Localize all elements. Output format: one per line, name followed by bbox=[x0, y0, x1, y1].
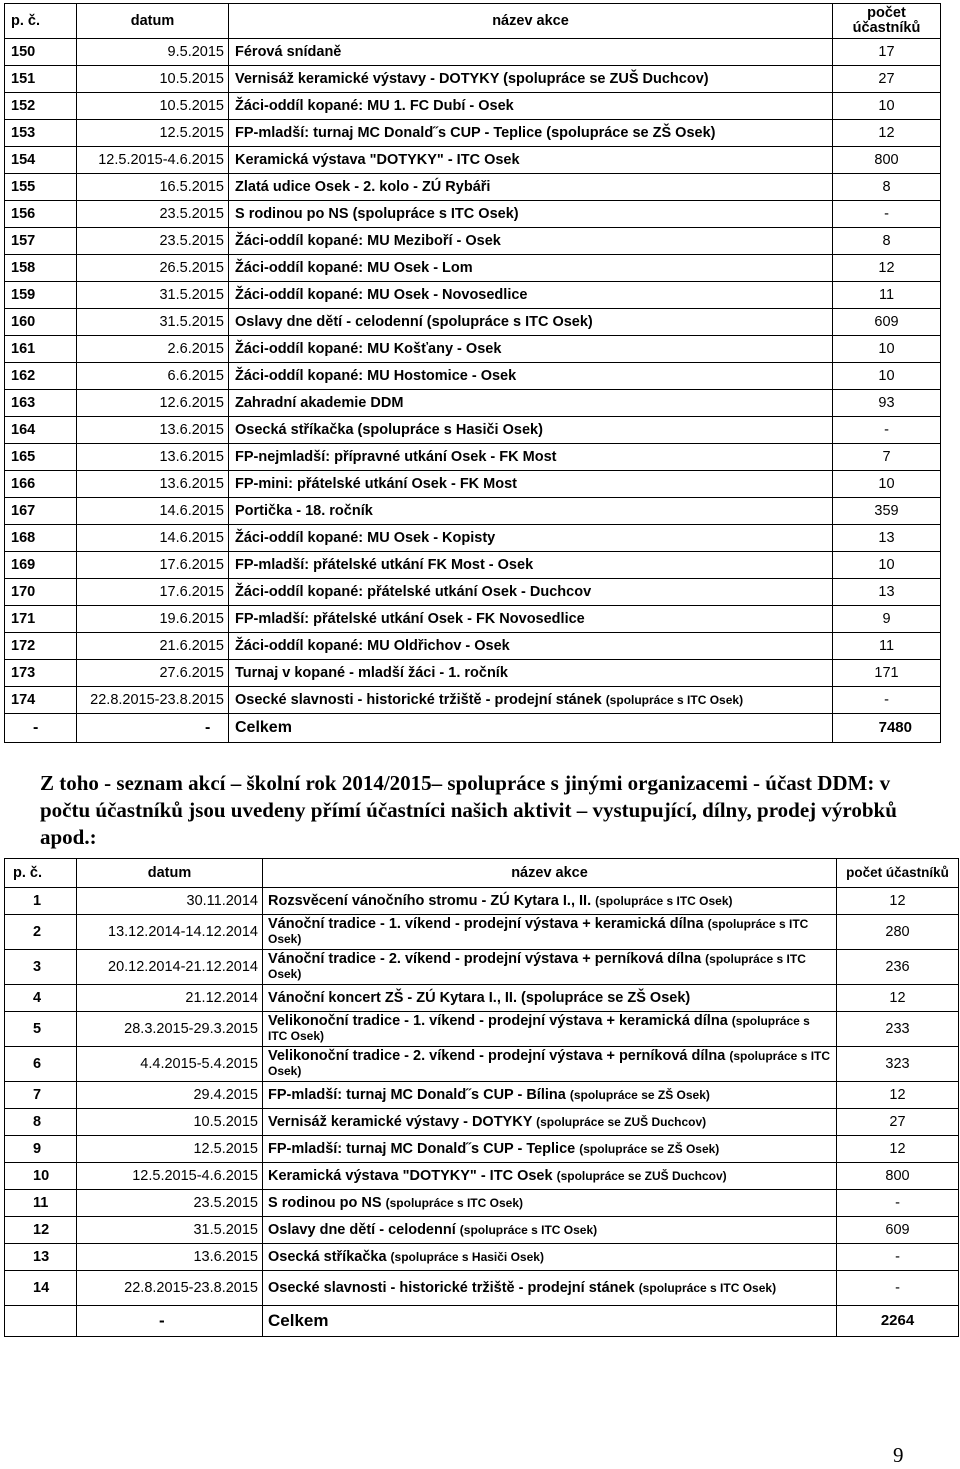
row-number: 163 bbox=[5, 390, 77, 417]
row-count: 800 bbox=[833, 147, 941, 174]
row-name bbox=[229, 552, 833, 579]
table-row bbox=[5, 633, 941, 660]
row-number: 11 bbox=[5, 1190, 77, 1217]
row-name bbox=[229, 93, 833, 120]
row-name bbox=[263, 1244, 837, 1271]
row-name bbox=[263, 985, 837, 1012]
row-date: 13.6.2015 bbox=[77, 471, 229, 498]
row-number: 161 bbox=[5, 336, 77, 363]
row-date: 29.4.2015 bbox=[77, 1082, 263, 1109]
row-number: 172 bbox=[5, 633, 77, 660]
table-row bbox=[5, 985, 959, 1012]
row-count: 12 bbox=[837, 985, 959, 1012]
row-date: 12.5.2015-4.6.2015 bbox=[77, 147, 229, 174]
total-row bbox=[5, 1306, 959, 1337]
row-name-text: Osecká stříkačka bbox=[268, 1249, 387, 1265]
row-date: 14.6.2015 bbox=[77, 525, 229, 552]
row-number: 2 bbox=[5, 915, 77, 950]
table-header-row bbox=[5, 859, 959, 888]
table-row bbox=[5, 498, 941, 525]
table-row bbox=[5, 1136, 959, 1163]
row-name-text: Turnaj v kopané - mladší žáci - 1. ročník bbox=[235, 665, 508, 681]
row-date: 22.8.2015-23.8.2015 bbox=[77, 687, 229, 714]
row-date: 31.5.2015 bbox=[77, 309, 229, 336]
table-row bbox=[5, 552, 941, 579]
row-number: 158 bbox=[5, 255, 77, 282]
row-name-text: FP-mladší: přátelské utkání FK Most - Osek bbox=[235, 557, 534, 573]
row-name bbox=[229, 687, 833, 714]
row-name bbox=[229, 282, 833, 309]
row-number: 152 bbox=[5, 93, 77, 120]
row-count: 12 bbox=[833, 255, 941, 282]
row-date: 19.6.2015 bbox=[77, 606, 229, 633]
total-number: - bbox=[5, 714, 77, 743]
table-row bbox=[5, 915, 959, 950]
row-name-text: Zlatá udice Osek - 2. kolo - ZÚ Rybáři bbox=[235, 179, 491, 195]
row-number: 151 bbox=[5, 66, 77, 93]
row-count: - bbox=[837, 1271, 959, 1306]
row-name bbox=[229, 498, 833, 525]
table-row bbox=[5, 660, 941, 687]
header-count-line2: účastníků bbox=[852, 20, 921, 36]
row-date: 16.5.2015 bbox=[77, 174, 229, 201]
row-name-text: Vernisáž keramické výstavy - DOTYKY bbox=[268, 1114, 533, 1130]
row-name-text: Žáci-oddíl kopané: MU Oldřichov - Osek bbox=[235, 638, 510, 654]
row-number: 159 bbox=[5, 282, 77, 309]
header-count: počet účastníků bbox=[837, 859, 959, 888]
row-number: 164 bbox=[5, 417, 77, 444]
row-note: (spolupráce s Hasiči Osek) bbox=[390, 1250, 544, 1264]
table-row bbox=[5, 471, 941, 498]
total-row bbox=[5, 714, 941, 743]
row-number: 156 bbox=[5, 201, 77, 228]
row-name-text: Vánoční tradice - 2. víkend - prodejní výstava + perníková dílna bbox=[268, 951, 702, 967]
row-count: 10 bbox=[833, 552, 941, 579]
row-date: 12.6.2015 bbox=[77, 390, 229, 417]
row-date: 6.6.2015 bbox=[77, 363, 229, 390]
row-date: 9.5.2015 bbox=[77, 39, 229, 66]
row-name bbox=[263, 1047, 837, 1082]
row-count: 17 bbox=[833, 39, 941, 66]
row-number: 155 bbox=[5, 174, 77, 201]
row-name-text: Oslavy dne dětí - celodenní bbox=[268, 1222, 456, 1238]
row-count: 10 bbox=[833, 471, 941, 498]
page-number: 9 bbox=[893, 1443, 904, 1467]
table-row bbox=[5, 201, 941, 228]
header-name: název akce bbox=[263, 859, 837, 888]
table-row bbox=[5, 1271, 959, 1306]
row-count: 800 bbox=[837, 1163, 959, 1190]
row-count: 233 bbox=[837, 1012, 959, 1047]
row-name bbox=[263, 1012, 837, 1047]
table-row bbox=[5, 1109, 959, 1136]
row-name-text: Žáci-oddíl kopané: MU Meziboří - Osek bbox=[235, 233, 501, 249]
row-name-text: FP-mladší: turnaj MC Donald˝s CUP - Teplice bbox=[268, 1141, 576, 1157]
row-name-text: Žáci-oddíl kopané: MU 1. FC Dubí - Osek bbox=[235, 98, 514, 114]
row-date: 10.5.2015 bbox=[77, 93, 229, 120]
row-name bbox=[263, 915, 837, 950]
row-date: 31.5.2015 bbox=[77, 282, 229, 309]
row-count: 12 bbox=[837, 1136, 959, 1163]
row-name bbox=[263, 1271, 837, 1306]
row-name bbox=[229, 633, 833, 660]
row-name bbox=[229, 444, 833, 471]
row-note: (spolupráce s ITC Osek) bbox=[605, 693, 744, 707]
row-count: 8 bbox=[833, 174, 941, 201]
row-number: 1 bbox=[5, 888, 77, 915]
row-name bbox=[229, 201, 833, 228]
table-row bbox=[5, 1244, 959, 1271]
row-date: 17.6.2015 bbox=[77, 579, 229, 606]
row-date: 10.5.2015 bbox=[77, 66, 229, 93]
table-row bbox=[5, 579, 941, 606]
row-name-text: Keramická výstava "DOTYKY" - ITC Osek bbox=[235, 152, 520, 168]
row-number: 150 bbox=[5, 39, 77, 66]
row-note: (spolupráce s ITC Osek) bbox=[638, 1280, 777, 1295]
table-row bbox=[5, 336, 941, 363]
row-count: 323 bbox=[837, 1047, 959, 1082]
row-name bbox=[229, 525, 833, 552]
row-note: (spolupráce s ITC Osek) bbox=[268, 952, 806, 981]
row-count: 27 bbox=[833, 66, 941, 93]
row-name bbox=[263, 1163, 837, 1190]
row-count: 12 bbox=[833, 120, 941, 147]
table-row bbox=[5, 1163, 959, 1190]
total-count: 7480 bbox=[833, 714, 941, 743]
row-name bbox=[229, 417, 833, 444]
table-row bbox=[5, 66, 941, 93]
table-row bbox=[5, 309, 941, 336]
row-name bbox=[263, 1217, 837, 1244]
table-row bbox=[5, 93, 941, 120]
row-note: (spolupráce se ZUŠ Duchcov) bbox=[556, 1169, 727, 1183]
row-name-text: Žáci-oddíl kopané: MU Osek - Lom bbox=[235, 260, 473, 276]
row-date: 12.5.2015 bbox=[77, 1136, 263, 1163]
row-name bbox=[229, 255, 833, 282]
header-count bbox=[833, 4, 941, 39]
row-date: 12.5.2015 bbox=[77, 120, 229, 147]
row-name bbox=[229, 39, 833, 66]
row-date: 12.5.2015-4.6.2015 bbox=[77, 1163, 263, 1190]
table-row bbox=[5, 1190, 959, 1217]
row-name bbox=[229, 228, 833, 255]
row-count: 8 bbox=[833, 228, 941, 255]
header-number: p. č. bbox=[5, 4, 77, 39]
row-name-text: Velikonoční tradice - 1. víkend - prodejní výstava + keramická dílna bbox=[268, 1013, 728, 1029]
total-date: - bbox=[77, 1306, 263, 1337]
row-date: 31.5.2015 bbox=[77, 1217, 263, 1244]
row-count: 280 bbox=[837, 915, 959, 950]
row-name-text: Žáci-oddíl kopané: MU Osek - Novosedlice bbox=[235, 287, 528, 303]
table-row bbox=[5, 120, 941, 147]
table-row bbox=[5, 1217, 959, 1244]
row-name bbox=[229, 363, 833, 390]
row-number: 174 bbox=[5, 687, 77, 714]
row-count: 11 bbox=[833, 282, 941, 309]
row-name-text: Žáci-oddíl kopané: přátelské utkání Osek - Duchcov bbox=[235, 584, 592, 600]
table-row bbox=[5, 147, 941, 174]
row-name-text: Oslavy dne dětí - celodenní (spolupráce s ITC Osek) bbox=[235, 314, 593, 330]
row-date: 13.6.2015 bbox=[77, 417, 229, 444]
row-name bbox=[229, 147, 833, 174]
row-note: (spolupráce se ZŠ Osek) bbox=[579, 1142, 720, 1156]
table-row bbox=[5, 390, 941, 417]
header-count-line1: počet bbox=[867, 5, 906, 21]
row-number: 13 bbox=[5, 1244, 77, 1271]
header-name: název akce bbox=[229, 4, 833, 39]
row-count: 10 bbox=[833, 363, 941, 390]
row-number: 6 bbox=[5, 1047, 77, 1082]
row-note: (spolupráce se ZŠ Osek) bbox=[569, 1088, 710, 1102]
table-row bbox=[5, 606, 941, 633]
row-number: 168 bbox=[5, 525, 77, 552]
row-date: 17.6.2015 bbox=[77, 552, 229, 579]
row-count: - bbox=[837, 1190, 959, 1217]
row-count: 236 bbox=[837, 950, 959, 985]
row-name bbox=[263, 1109, 837, 1136]
row-number: 169 bbox=[5, 552, 77, 579]
row-number: 170 bbox=[5, 579, 77, 606]
table-header-row bbox=[5, 4, 941, 39]
row-count: - bbox=[833, 417, 941, 444]
row-name bbox=[229, 336, 833, 363]
table-row bbox=[5, 444, 941, 471]
row-note: (spolupráce s ITC Osek) bbox=[385, 1196, 523, 1210]
row-count: 12 bbox=[837, 888, 959, 915]
table-row bbox=[5, 363, 941, 390]
row-name-text: FP-mladší: turnaj MC Donald˝s CUP - Teplice (spolupráce se ZŠ Osek) bbox=[235, 125, 716, 141]
row-date: 14.6.2015 bbox=[77, 498, 229, 525]
row-name-text: Férová snídaně bbox=[235, 44, 342, 60]
row-count: 27 bbox=[837, 1109, 959, 1136]
row-number: 7 bbox=[5, 1082, 77, 1109]
row-name-text: Vánoční tradice - 1. víkend - prodejní výstava + keramická dílna bbox=[268, 916, 704, 932]
table-row bbox=[5, 174, 941, 201]
row-name bbox=[263, 950, 837, 985]
row-name bbox=[263, 888, 837, 915]
row-count: 13 bbox=[833, 579, 941, 606]
row-name bbox=[229, 606, 833, 633]
row-count: - bbox=[837, 1244, 959, 1271]
cooperation-events-table bbox=[4, 858, 959, 1337]
row-name-text: Zahradní akademie DDM bbox=[235, 395, 404, 411]
row-number: 8 bbox=[5, 1109, 77, 1136]
row-note: (spolupráce se ZUŠ Duchcov) bbox=[536, 1115, 707, 1129]
table-row bbox=[5, 525, 941, 552]
row-number: 157 bbox=[5, 228, 77, 255]
row-date: 13.6.2015 bbox=[77, 1244, 263, 1271]
row-count: 11 bbox=[833, 633, 941, 660]
table-row bbox=[5, 39, 941, 66]
total-count: 2264 bbox=[837, 1306, 959, 1337]
row-name-text: Vánoční koncert ZŠ - ZÚ Kytara I., II. (spolupráce se ZŠ Osek) bbox=[268, 990, 691, 1006]
row-date: 21.6.2015 bbox=[77, 633, 229, 660]
table-row bbox=[5, 888, 959, 915]
row-number: 162 bbox=[5, 363, 77, 390]
table-row bbox=[5, 950, 959, 985]
row-name-text: Žáci-oddíl kopané: MU Hostomice - Osek bbox=[235, 368, 517, 384]
row-count: 13 bbox=[833, 525, 941, 552]
row-name-text: Osecká stříkačka (spolupráce s Hasiči Osek) bbox=[235, 422, 543, 438]
table-row bbox=[5, 417, 941, 444]
row-name-text: Žáci-oddíl kopané: MU Osek - Kopisty bbox=[235, 530, 496, 546]
row-date: 13.6.2015 bbox=[77, 444, 229, 471]
row-name bbox=[229, 174, 833, 201]
row-count: 7 bbox=[833, 444, 941, 471]
row-number: 167 bbox=[5, 498, 77, 525]
row-date: 10.5.2015 bbox=[77, 1109, 263, 1136]
row-name bbox=[229, 66, 833, 93]
row-number: 154 bbox=[5, 147, 77, 174]
row-number: 14 bbox=[5, 1271, 77, 1306]
table-row bbox=[5, 1047, 959, 1082]
row-number: 5 bbox=[5, 1012, 77, 1047]
row-name-text: Velikonoční tradice - 2. víkend - prodejní výstava + perníková dílna bbox=[268, 1048, 726, 1064]
row-note: (spolupráce s ITC Osek) bbox=[595, 894, 733, 908]
row-number: 4 bbox=[5, 985, 77, 1012]
row-count: 9 bbox=[833, 606, 941, 633]
row-name bbox=[229, 471, 833, 498]
table-row bbox=[5, 255, 941, 282]
header-number: p. č. bbox=[5, 859, 77, 888]
row-date: 26.5.2015 bbox=[77, 255, 229, 282]
table-row bbox=[5, 282, 941, 309]
row-count: 10 bbox=[833, 93, 941, 120]
header-date: datum bbox=[77, 4, 229, 39]
row-name-text: Portička - 18. ročník bbox=[235, 503, 373, 519]
row-number: 153 bbox=[5, 120, 77, 147]
table-row bbox=[5, 1082, 959, 1109]
row-count: 609 bbox=[837, 1217, 959, 1244]
row-date: 27.6.2015 bbox=[77, 660, 229, 687]
row-number: 173 bbox=[5, 660, 77, 687]
events-table bbox=[4, 3, 941, 743]
row-name-text: S rodinou po NS (spolupráce s ITC Osek) bbox=[235, 206, 519, 222]
row-number: 166 bbox=[5, 471, 77, 498]
table-row bbox=[5, 228, 941, 255]
row-number: 165 bbox=[5, 444, 77, 471]
row-name bbox=[263, 1136, 837, 1163]
row-count: 609 bbox=[833, 309, 941, 336]
table-row bbox=[5, 1012, 959, 1047]
row-name bbox=[229, 120, 833, 147]
row-name-text: FP-mini: přátelské utkání Osek - FK Most bbox=[235, 476, 517, 492]
row-date: 23.5.2015 bbox=[77, 228, 229, 255]
row-date: 23.5.2015 bbox=[77, 1190, 263, 1217]
row-date: 13.12.2014-14.12.2014 bbox=[77, 915, 263, 950]
row-number: 12 bbox=[5, 1217, 77, 1244]
row-name-text: Rozsvěcení vánočního stromu - ZÚ Kytara I., II. bbox=[268, 893, 592, 909]
row-count: 12 bbox=[837, 1082, 959, 1109]
total-label: Celkem bbox=[263, 1306, 837, 1337]
row-date: 23.5.2015 bbox=[77, 201, 229, 228]
row-name bbox=[229, 390, 833, 417]
row-number: 160 bbox=[5, 309, 77, 336]
row-note: (spolupráce s ITC Osek) bbox=[459, 1223, 598, 1237]
row-name-text: FP-nejmladší: přípravné utkání Osek - FK Most bbox=[235, 449, 557, 465]
row-date: 20.12.2014-21.12.2014 bbox=[77, 950, 263, 985]
row-name bbox=[263, 1190, 837, 1217]
row-date: 28.3.2015-29.3.2015 bbox=[77, 1012, 263, 1047]
row-number: 171 bbox=[5, 606, 77, 633]
row-name-text: FP-mladší: přátelské utkání Osek - FK Novosedlice bbox=[235, 611, 585, 627]
row-date: 21.12.2014 bbox=[77, 985, 263, 1012]
total-label: Celkem bbox=[229, 714, 833, 743]
row-name-text: Žáci-oddíl kopané: MU Košťany - Osek bbox=[235, 341, 502, 357]
row-date: 30.11.2014 bbox=[77, 888, 263, 915]
row-date: 2.6.2015 bbox=[77, 336, 229, 363]
section-heading: Z toho - seznam akcí – školní rok 2014/2015– spolupráce s jinými organizacemi - účast DDM: v počtu účastníků jsou uvedeny přímí účastníci našich aktivit – vystupující, dílny, prodej výrobků apod.: bbox=[40, 771, 897, 849]
row-number: 9 bbox=[5, 1136, 77, 1163]
row-count: - bbox=[833, 201, 941, 228]
row-count: - bbox=[833, 687, 941, 714]
row-note: (spolupráce s ITC Osek) bbox=[268, 1049, 831, 1078]
row-name-text: S rodinou po NS bbox=[268, 1195, 382, 1211]
row-name-text: Vernisáž keramické výstavy - DOTYKY (spolupráce se ZUŠ Duchcov) bbox=[235, 71, 709, 87]
table-row bbox=[5, 687, 941, 714]
row-date: 22.8.2015-23.8.2015 bbox=[77, 1271, 263, 1306]
row-name-text: Osecké slavnosti - historické tržiště - prodejní stánek bbox=[268, 1279, 635, 1296]
row-count: 93 bbox=[833, 390, 941, 417]
row-name-text: Osecké slavnosti - historické tržiště - prodejní stánek bbox=[235, 692, 602, 708]
row-number: 10 bbox=[5, 1163, 77, 1190]
row-number: 3 bbox=[5, 950, 77, 985]
row-count: 10 bbox=[833, 336, 941, 363]
row-name bbox=[263, 1082, 837, 1109]
header-date: datum bbox=[77, 859, 263, 888]
total-date: - bbox=[77, 714, 229, 743]
row-count: 359 bbox=[833, 498, 941, 525]
row-name bbox=[229, 579, 833, 606]
row-name bbox=[229, 309, 833, 336]
row-name-text: FP-mladší: turnaj MC Donald˝s CUP - Bílina bbox=[268, 1087, 566, 1103]
total-number-empty bbox=[5, 1306, 77, 1337]
row-note: (spolupráce s ITC Osek) bbox=[268, 1014, 810, 1043]
row-date: 4.4.2015-5.4.2015 bbox=[77, 1047, 263, 1082]
row-count: 171 bbox=[833, 660, 941, 687]
row-note: (spolupráce s ITC Osek) bbox=[268, 917, 809, 946]
row-name bbox=[229, 660, 833, 687]
row-name-text: Keramická výstava "DOTYKY" - ITC Osek bbox=[268, 1168, 553, 1184]
